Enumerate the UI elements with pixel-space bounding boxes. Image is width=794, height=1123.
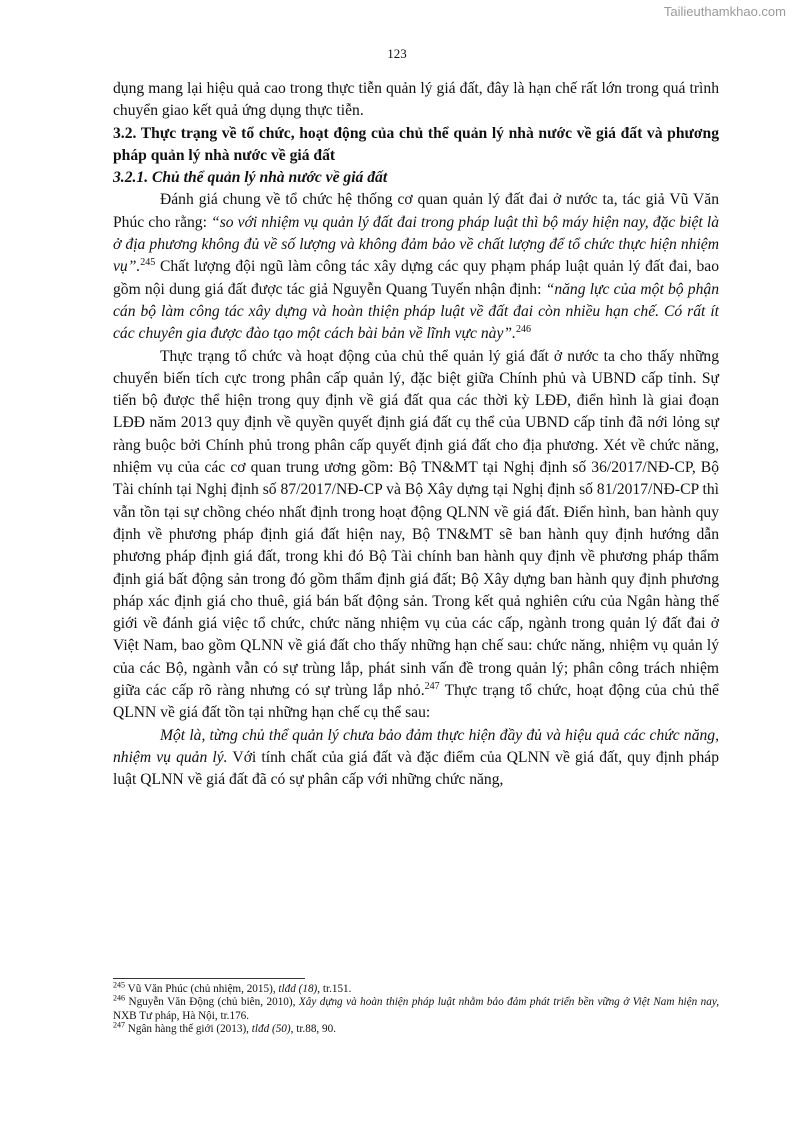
footnote-246 — [113, 993, 720, 1023]
section-heading: 3.2. Thực trạng về tổ chức, hoạt động của chủ thể quản lý nhà nước về giá đất và phương pháp quản lý nhà nước về giá đất — [113, 124, 719, 164]
paragraph-3 — [113, 725, 719, 792]
intro-paragraph: dụng mang lại hiệu quả cao trong thực tiễn quản lý giá đất, đây là hạn chế rất lớn trong quá trình chuyển giao kết quả ứng dụng thực tiễn. — [113, 80, 719, 120]
footnote-ref-245[interactable]: 245 — [140, 257, 156, 269]
footnote-divider — [113, 978, 305, 979]
footnote-number: 247 — [113, 1020, 125, 1030]
para3-text: Với tính chất của giá đất và đặc điểm của QLNN về giá đất, quy định pháp luật QLNN về giá đất đã có sự phân cấp với những chức năng, — [113, 748, 719, 789]
footnote-text-tail: , tr.88, 90. — [290, 1023, 336, 1036]
paragraph-1 — [113, 189, 719, 345]
para2-text-tail: Thực trạng tổ chức, hoạt động của chủ thể QLNN về giá đất tồn tại những hạn chế cụ thể sau: — [113, 682, 719, 722]
footnote-text: Vũ Văn Phúc (chủ nhiệm, 2015), — [127, 983, 279, 995]
subsection-heading: 3.2.1. Chủ thể quản lý nhà nước về giá đất — [113, 169, 388, 187]
para1-text-b: Chất lượng đội ngũ làm công tác xây dựng các quy phạm pháp luật quản lý đất đai, bao gồm nội dung giá đất được tác giả Nguyễn Quang Tuyến nhận định: — [113, 258, 719, 298]
footnote-number: 246 — [113, 993, 125, 1003]
page-body — [113, 78, 719, 792]
para1-text-a: Đánh giá chung về tổ chức hệ thống cơ quan quản lý đất đai ở nước ta, tác giả Vũ Văn Phúc cho rằng: — [113, 191, 719, 231]
watermark: Tailieuthamkhao.com — [663, 4, 786, 19]
footnote-italic: tlđd (18) — [278, 983, 318, 995]
footnote-245 — [113, 980, 719, 996]
footnote-number: 245 — [113, 980, 125, 990]
footnote-247 — [113, 1020, 719, 1036]
para1-quote-a: “so với nhiệm vụ quản lý đất đai trong pháp luật thì bộ máy hiện nay, đặc biệt là ở địa phương không đủ về số lượng và không đảm bảo về chất lượng để tổ chức thực hiện nhiệm vụ”. — [113, 213, 719, 276]
footnote-ref-246[interactable]: 246 — [515, 324, 531, 336]
footnote-text-tail: NXB Tư pháp, Hà Nội, tr.176. — [113, 1009, 250, 1022]
footnote-ref-247[interactable]: 247 — [424, 680, 440, 692]
para3-italic-lead: Một là, từng chủ thể quản lý chưa bảo đảm thực hiện đầy đủ và hiệu quả các chức năng, nhiệm vụ quản lý. — [113, 726, 719, 766]
footnote-text-tail: , tr.151. — [317, 983, 352, 995]
footnote-italic: tlđd (50) — [251, 1023, 291, 1036]
para1-quote-b: “năng lực của một bộ phận cán bộ làm công tác xây dựng và hoàn thiện pháp luật về đất đai còn nhiều hạn chế. Có rất ít các chuyên gia được đào tạo một cách bài bản về lĩnh vực này”. — [113, 280, 719, 343]
footnote-italic: Xây dựng và hoàn thiện pháp luật nhằm bảo đảm phát triển bền vững ở Việt Nam hiện nay, — [298, 996, 720, 1009]
footnotes — [113, 978, 719, 1037]
paragraph-2 — [113, 346, 719, 725]
para2-text: Thực trạng tổ chức và hoạt động của chủ thể quản lý giá đất ở nước ta cho thấy những chuyển biến tích cực trong phân cấp quản lý, đặc biệt giữa Chính phủ và UBND cấp tỉnh. Sự tiến bộ được thể hiện trong quy định về giá đất qua các thời kỳ LĐĐ, điển hình là giai đoạn LĐĐ năm 2013 quy định về quyền quyết định giá đất cụ thể của UBND cấp tỉnh đã nới lỏng sự ràng buộc bởi Chính phủ trong phân cấp quyết định giá đất cho địa phương. Xét về chức năng, nhiệm vụ của các cơ quan trung ương gồm: Bộ TN&MT tại Nghị định số 36/2017/NĐ-CP, Bộ Tài chính tại Nghị định số 87/2017/NĐ-CP và Bộ Xây dựng tại Nghị định số 81/2017/NĐ-CP thì vẫn tồn tại sự chồng chéo nhất định trong hoạt động QLNN về giá đất. Điển hình, ban hành quy định về phương pháp định giá đất hiện nay, Bộ TN&MT sẽ ban hành quy định hướng dẫn phương pháp định giá đất, trong khi đó Bộ Tài chính ban hành quy định về phương pháp thẩm định giá bất động sản trong đó gồm thẩm định giá đất; Bộ Xây dựng ban hành quy định phương pháp xác định giá cho thuê, giá bán bất động sản. Trong kết quả nghiên cứu của Ngân hàng thế giới về đánh giá việc tổ chức, chức năng nhiệm vụ của các cấp, ngành trong quản lý đất đai ở Việt Nam, bao gồm QLNN về giá đất cho thấy những hạn chế sau: chức năng, nhiệm vụ quản lý của các Bộ, ngành vẫn có sự trùng lắp, phát sinh vấn đề trong quản lý; phân công trách nhiệm giữa các cấp rõ ràng nhưng có sự trùng lắp nhỏ. — [113, 347, 719, 700]
footnote-text: Nguyễn Văn Động (chủ biên, 2010), — [128, 996, 299, 1009]
page-number: 123 — [387, 46, 407, 61]
footnote-text: Ngân hàng thế giới (2013), — [127, 1023, 252, 1036]
